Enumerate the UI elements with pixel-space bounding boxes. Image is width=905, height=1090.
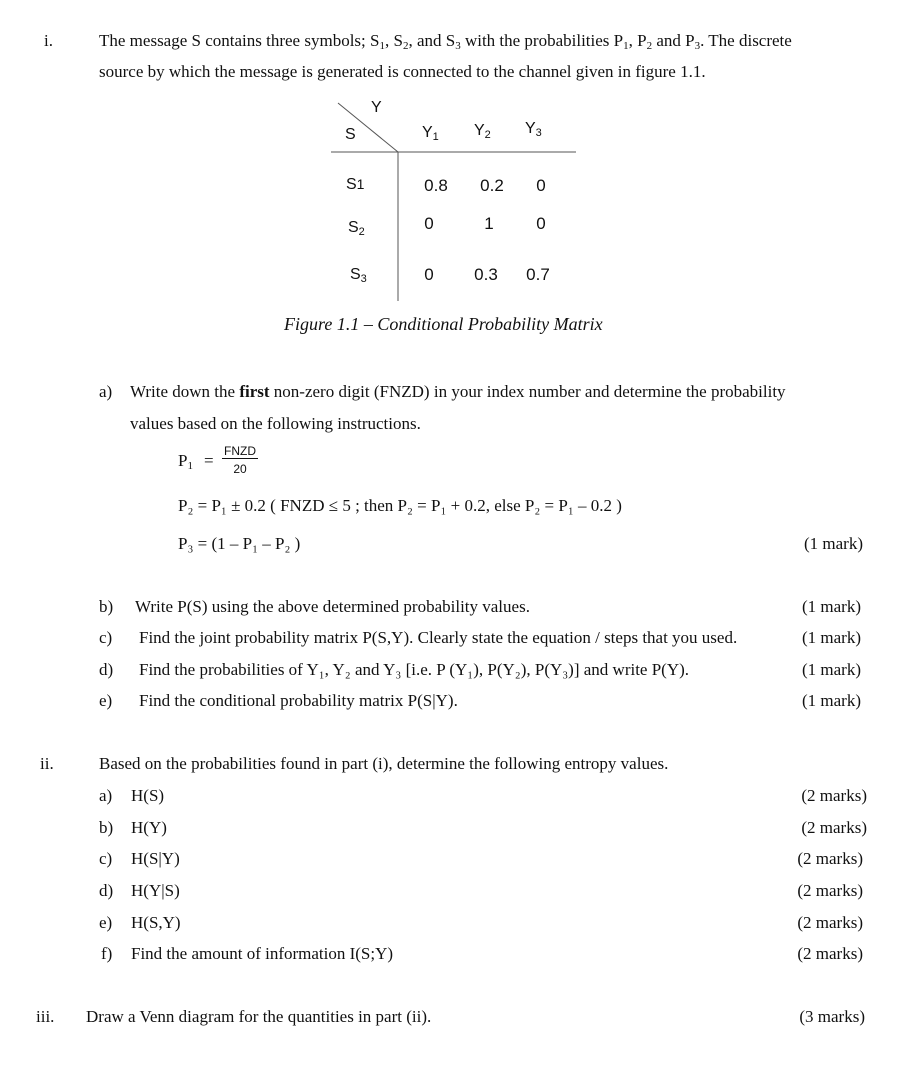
sub-a-label: a) xyxy=(99,382,113,401)
part-ii-a-label: a) xyxy=(99,786,113,805)
sub-a-mark: (1 mark) xyxy=(803,534,863,553)
matrix-col-header-y3: $Y_3$ xyxy=(525,120,542,139)
p1-denominator: 20 xyxy=(233,462,247,476)
sub-b-label: b) xyxy=(99,597,114,616)
part-ii-c-mark: (2 marks) xyxy=(797,849,863,868)
sub-e-text: Find the conditional probability matrix P(S|Y). xyxy=(139,691,458,710)
matrix-cell-2-1: 0 xyxy=(424,214,434,233)
p1-fraction xyxy=(222,444,258,476)
sub-d-mark: (1 mark) xyxy=(801,660,861,679)
part-iii-numeral: iii. xyxy=(36,1007,55,1026)
sub-e-mark: (1 mark) xyxy=(801,691,861,710)
p1-equals: = xyxy=(204,451,214,470)
part-ii-a-text: H(S) xyxy=(131,786,165,805)
part-ii-b-mark: (2 marks) xyxy=(801,818,867,837)
p2-equation: P₂ = P₁ ± 0.2 ( FNZD ≤ 5 ; then P₂ = P₁ + 0.2, else P₂ = P₁ – 0.2 ) xyxy=(178,496,622,515)
sub-c-text: Find the joint probability matrix P(S,Y). Clearly state the equation / steps that you used. xyxy=(139,628,738,647)
part-ii-e-label: e) xyxy=(99,913,113,932)
part-i-numeral: i. xyxy=(44,31,53,50)
sub-c-mark: (1 mark) xyxy=(801,628,861,647)
part-ii-d-mark: (2 marks) xyxy=(797,881,863,900)
part-ii-d-text: H(Y|S) xyxy=(131,881,180,900)
part-ii-f-text: Find the amount of information I(S;Y) xyxy=(131,944,394,963)
part-iii-text: Draw a Venn diagram for the quantities in part (ii). xyxy=(86,1007,432,1026)
sub-c-label: c) xyxy=(99,628,113,647)
part-i-line-2: source by which the message is generated is connected to the channel given in figure 1.1. xyxy=(99,62,706,81)
part-ii-numeral: ii. xyxy=(40,754,54,773)
part-ii-f-label: f) xyxy=(101,944,113,963)
matrix-cell-3-2: 0.3 xyxy=(474,265,498,284)
matrix-row-header-s2: $S_2$ xyxy=(348,219,365,238)
matrix-row-header-s1: S1 xyxy=(346,176,365,193)
sub-a-text-line-1: Write down the first non-zero digit (FNZD) in your index number and determine the probability xyxy=(130,382,786,401)
matrix-cell-3-1: 0 xyxy=(424,265,434,284)
matrix-cell-3-3: 0.7 xyxy=(526,265,550,284)
part-ii-intro: Based on the probabilities found in part (i), determine the following entropy values. xyxy=(99,754,669,773)
matrix-cell-2-2: 1 xyxy=(484,214,494,233)
matrix-cell-2-3: 0 xyxy=(536,214,546,233)
matrix-corner-s: S xyxy=(345,126,356,143)
sub-b-text: Write P(S) using the above determined probability values. xyxy=(135,597,530,616)
matrix-corner-y: Y xyxy=(371,99,382,116)
sub-d-text: Find the probabilities of Y₁, Y₂ and Y₃ [i.e. P (Y₁), P(Y₂), P(Y₃)] and write P(Y). xyxy=(139,660,690,679)
matrix-cell-1-2: 0.2 xyxy=(480,176,504,195)
part-ii-e-mark: (2 marks) xyxy=(797,913,863,932)
part-ii-a-mark: (2 marks) xyxy=(801,786,867,805)
part-ii-c-text: H(S|Y) xyxy=(131,849,180,868)
part-ii-e-text: H(S,Y) xyxy=(131,913,181,932)
figure-caption: Figure 1.1 – Conditional Probability Matrix xyxy=(284,314,603,334)
matrix-col-header-y1: $Y_1$ xyxy=(422,124,439,143)
part-ii-b-text: H(Y) xyxy=(131,818,167,837)
part-iii-mark: (3 marks) xyxy=(799,1007,865,1026)
matrix-lines xyxy=(0,0,905,340)
sub-d-label: d) xyxy=(99,660,114,679)
p1-lhs: $P_1$ xyxy=(178,451,193,472)
sub-b-mark: (1 mark) xyxy=(801,597,861,616)
p1-numerator: FNZD xyxy=(224,444,256,458)
sub-a-text-line-2: values based on the following instructions. xyxy=(130,414,421,433)
matrix-col-header-y2: $Y_2$ xyxy=(474,122,491,141)
part-ii-c-label: c) xyxy=(99,849,113,868)
part-i-line-1: The message S contains three symbols; $S_1$, $S_2$, and $S_3$ with the probabilities $P_1$, $P_2$ and $P_3$. The discrete xyxy=(99,31,792,52)
matrix-row-header-s3: $S_3$ xyxy=(350,266,367,285)
matrix-cell-1-3: 0 xyxy=(536,176,546,195)
matrix-cell-1-1: 0.8 xyxy=(424,176,448,195)
sub-e-label: e) xyxy=(99,691,113,710)
part-ii-b-label: b) xyxy=(99,818,114,837)
part-ii-d-label: d) xyxy=(99,881,114,900)
part-ii-f-mark: (2 marks) xyxy=(797,944,863,963)
p3-equation: P₃ = (1 – P₁ – P₂ ) xyxy=(178,534,301,553)
